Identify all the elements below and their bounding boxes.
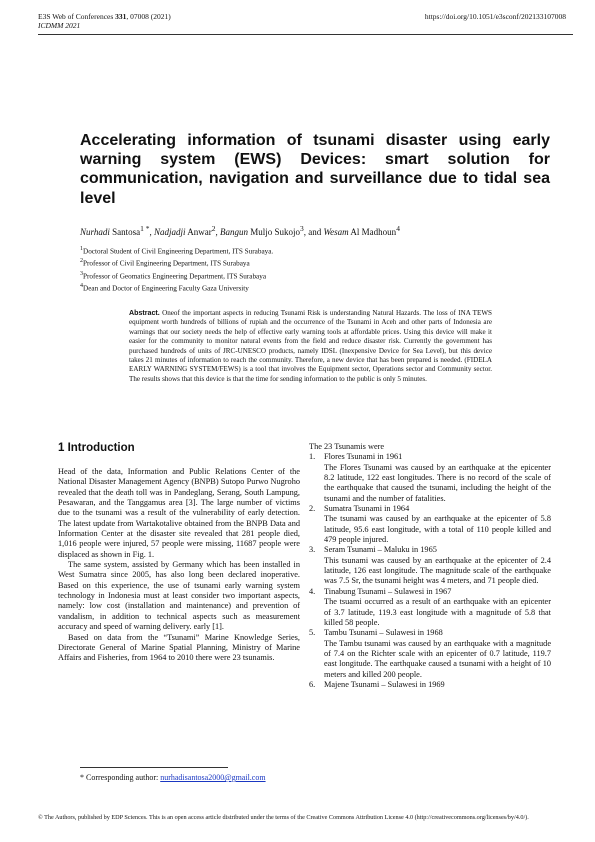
header-divider [38, 34, 573, 35]
right-column [309, 442, 551, 690]
license-notice: © The Authors, published by EDP Sciences. This is an open access article distributed under the terms of the Creative Commons Attribution License 4.0 (http://creativecommons.org/licenses/by/4.0/). [38, 814, 529, 821]
abstract-text: Oneof the important aspects in reducing Tsunami Risk is understanding Natural Hazards. The loss of INA TEWS equipment worth hundreds of billions of rupiah and the occurrence of the Tsunami in Aceh and other parts of Indonesia are warnings that our society needs the help of effective early warning tools at affordable prices. Using this device will make it easier for the community to monitor natural events from the field and reduce disaster risk. Currently the government has purchased hundreds of units of JRC-UNESCO products, namely IDSL (Inexpensive Device for Sea Level), but this device takes 21 minutes of information to reach the community. Therefore, a new device that has been prepared is needed. (FIDELA EARLY WARNING SYSTEM/FEWS) is a tool that involves the Equipment sector, Operations sector and Community sector. The results shows that this device is that the time for sending information to the public is only 5 minutes. [129, 309, 492, 383]
journal-name: E3S Web of Conferences [38, 12, 116, 21]
list-intro: The 23 Tsunamis were [309, 442, 385, 451]
list-item: 2. Sumatra Tsunami in 1964 The tsunami was caused by an earthquake at the epicenter of 5.8 latitude, 95.6 east longitude, with a total of 110 people killed and 479 people injured. [309, 504, 551, 545]
author-email-link[interactable]: nurhadisantosa2000@gmail.com [160, 773, 266, 782]
tsunami-list [309, 452, 551, 690]
list-item: 3. Seram Tsunami – Maluku in 1965 This tsunami was caused by an earthquake at the epicenter of 2.4 latitude, 126 east longitude. The magnitude scale of the earthquake was 7.5 Sr, the tsunami height was 4 meters, and 71 people died. [309, 545, 551, 586]
running-header-left [38, 12, 171, 30]
author-4: Wesam Al Madhoun$^4$ [323, 224, 400, 237]
affiliation-item: $^3$Professor of Geomatics Engineering Department, ITS Surabaya [80, 270, 267, 281]
list-item: 6. Majene Tsunami – Sulawesi in 1969 [309, 679, 445, 689]
conference-name: ICDMM 2021 [38, 21, 81, 30]
affiliation-item: $^2$Professor of Civil Engineering Department, ITS Surabaya [80, 258, 250, 268]
author-3: Bangun Muljo Sukojo$^3$ [219, 224, 304, 237]
paper-title: Accelerating information of tsunami disaster using early warning system (EWS) Devices: smart solution for communication, navigation and surveillance due to tidal sea level [80, 132, 550, 207]
affiliation-list [80, 244, 273, 294]
list-item-title: Seram Tsunami – Maluku in 1965 [324, 545, 437, 555]
affiliation-item: $^1$Doctoral Student of Civil Engineering Department, ITS Surabaya. [80, 246, 274, 256]
abstract-label: Abstract. [129, 309, 160, 317]
list-item-desc: The tsunami was caused by an earthquake at the epicenter of 5.8 latitude, 95.6 east longitude, with a total of 110 people killed and 479 people injured. [324, 514, 551, 545]
affiliation-item: $^4$Dean and Doctor of Engineering Faculty Gaza University [80, 283, 249, 293]
author-1: Nurhadi Santosa$^{1 *}$ [80, 224, 150, 237]
journal-volume: 331 [115, 12, 127, 21]
list-item-desc: The Tambu tsunami was caused by an earthquake with a magnitude of 7.4 on the Richter scale with an epicenter of 0.7 latitude, 119.7 east longitude. The earthquake caused a tsunami with a height of 10 meters and killed 200 people. [324, 638, 551, 679]
author-2: Nadjadji Anwar$^2$ [153, 224, 216, 237]
list-item-desc: The tsuami occurred as a result of an earthquake with an epicenter of 3.7 latitude, 119.3 east longitude with a magnitude of 5.8 that killed 58 people. [324, 597, 551, 627]
list-item: 5. Tambu Tsunami – Sulawesi in 1968 The Tambu tsunami was caused by an earthquake with a magnitude of 7.4 on the Richter scale with an epicenter of 0.7 latitude, 119.7 east longitude. The earthquake caused a tsunami with a height of 10 meters and killed 200 people. [309, 628, 551, 679]
paragraph: Based on data from the “Tsunami” Marine Knowledge Series, Directorate General of Marine Spatial Planning, Ministry of Marine Affairs and Fisheries, from 1964 to 2010 there were 23 tsunamis. [58, 632, 300, 663]
section-heading: 1 Introduction [58, 442, 135, 454]
paragraph: Head of the data, Information and Public Relations Center of the National Disaster Management Agency (BNPB) Sutopo Purwo Nugroho revealed that the death toll was in Pandeglang, Serang, South Lampung, Pesawaran, and the Tanggamus area [3]. The large number of victims due to the tsunami was a result of the vulnerability of early detection. The latest update from Wartakotalive obtained from the BNPB Data and Information Center at the disaster site revealed that 281 people died, 1,016 people were injured, 57 people were missing, 11687 people were displaced as shown in Fig. 1. [58, 467, 300, 559]
abstract [129, 309, 492, 384]
doi-link[interactable]: https://doi.org/10.1051/e3sconf/202133107008 [424, 12, 566, 21]
journal-citation [38, 12, 171, 21]
list-item-title: Majene Tsunami – Sulawesi in 1969 [324, 679, 445, 689]
list-item: 1. Flores Tsunami in 1961 The Flores Tsunami was caused by an earthquake at the epicenter 8.2 latitude, 122 east longitudes. There is no record of the scale of the earthquake that caused the tsunami, including the height of the tsunami and the number of fatalities. [309, 452, 551, 503]
author-list: Nurhadi Santosa$^{1 *}$, Nadjadji Anwar$^2$, Bangun Muljo Sukojo$^3$, and Wesam Al Madhoun$^4$ [80, 224, 400, 237]
corresponding-author-footnote: * Corresponding author: nurhadisantosa2000@gmail.com [80, 773, 266, 782]
list-item-desc: This tsunami was caused by an earthquake at the epicenter of 2.4 latitude, 126 east longitude. The magnitude scale of the earthquake was 7.5 Sr, the tsunami height was 4 meters, and 71 people died. [324, 555, 551, 586]
left-column [58, 441, 300, 664]
list-item-title: Tambu Tsunami – Sulawesi in 1968 [324, 628, 443, 638]
list-item: 4. Tinabung Tsunami – Sulawesi in 1967 The tsuami occurred as a result of an earthquake with an epicenter of 3.7 latitude, 119.3 east longitude with a magnitude of 5.8 that killed 58 people. [309, 586, 551, 627]
list-item-title: Tinabung Tsunami – Sulawesi in 1967 [324, 586, 452, 596]
list-item-title: Sumatra Tsunami in 1964 [324, 504, 410, 514]
footnote-divider [80, 767, 228, 768]
list-item-desc: The Flores Tsunami was caused by an earthquake at the epicenter 8.2 latitude, 122 east longitudes. There is no record of the scale of the earthquake that caused the tsunami, including the height of the tsunami and the number of fatalities. [324, 462, 551, 503]
article-number: , 07008 (2021) [126, 12, 171, 21]
paragraph: The same system, assisted by Germany which has been installed in West Sumatra since 2005, has also long been declared inoperative. Based on this experience, the use of tsunami early warning system technology in Indonesia must at least consider two important aspects, namely: low cost (installation and maintenance) and prevention of vandalism, in addition to technical aspects such as measurement accuracy and speed of warning delivery. early [1]. [58, 560, 300, 632]
list-item-title: Flores Tsunami in 1961 [324, 452, 403, 462]
